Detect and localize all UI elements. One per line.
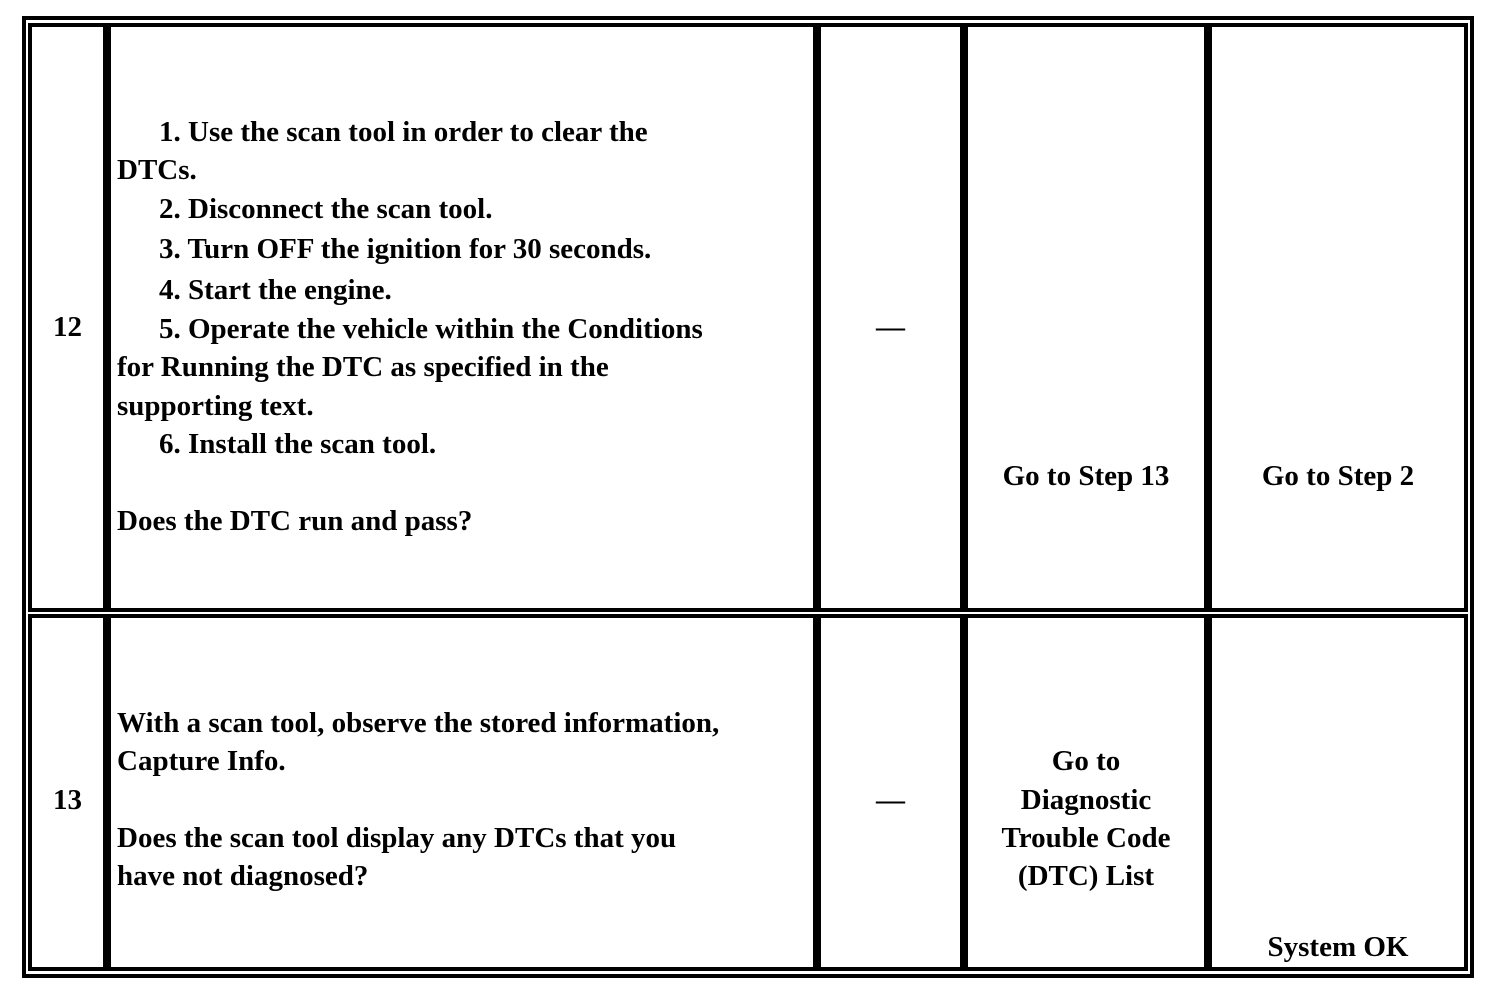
row-13-no-cell (1208, 614, 1468, 971)
action-line: 1. Use the scan tool in order to clear the (159, 116, 648, 148)
step-number: 12 (53, 311, 82, 343)
yes-go-to-step-13: Go to Step 13 (1002, 460, 1170, 492)
yes-line: Trouble Code (1001, 822, 1171, 854)
action-line: supporting text. (117, 390, 314, 422)
action-line: 3. Turn OFF the ignition for 30 seconds. (159, 233, 652, 265)
yes-line: Go to (1051, 745, 1121, 777)
no-go-to-step-2: Go to Step 2 (1261, 460, 1415, 492)
row-13-action-cell (107, 614, 817, 971)
action-line: With a scan tool, observe the stored information, (117, 707, 720, 739)
action-line: 5. Operate the vehicle within the Conditions (159, 313, 703, 345)
value-dash: — (876, 784, 905, 816)
step-number: 13 (53, 784, 82, 816)
action-line: for Running the DTC as specified in the (117, 351, 609, 383)
row-12-step-cell (28, 23, 107, 612)
action-line: DTCs. (117, 154, 197, 186)
action-line: 2. Disconnect the scan tool. (159, 193, 493, 225)
value-dash: — (876, 311, 905, 343)
yes-line: (DTC) List (1017, 860, 1155, 892)
row-12-yes-cell (964, 23, 1208, 612)
action-line: 4. Start the engine. (159, 274, 392, 306)
action-question: Does the scan tool display any DTCs that you (117, 822, 677, 854)
action-question: Does the DTC run and pass? (117, 505, 473, 537)
no-system-ok: System OK (1267, 931, 1409, 963)
row-13-step-cell (28, 614, 107, 971)
row-12-value-cell (817, 23, 964, 612)
row-12-action-cell (107, 23, 817, 612)
action-question: have not diagnosed? (117, 860, 369, 892)
row-13-yes-cell (964, 614, 1208, 971)
row-12-no-cell (1208, 23, 1468, 612)
yes-line: Diagnostic (1020, 784, 1152, 816)
action-line: 6. Install the scan tool. (159, 428, 437, 460)
row-13-value-cell (817, 614, 964, 971)
action-line: Capture Info. (117, 745, 286, 777)
